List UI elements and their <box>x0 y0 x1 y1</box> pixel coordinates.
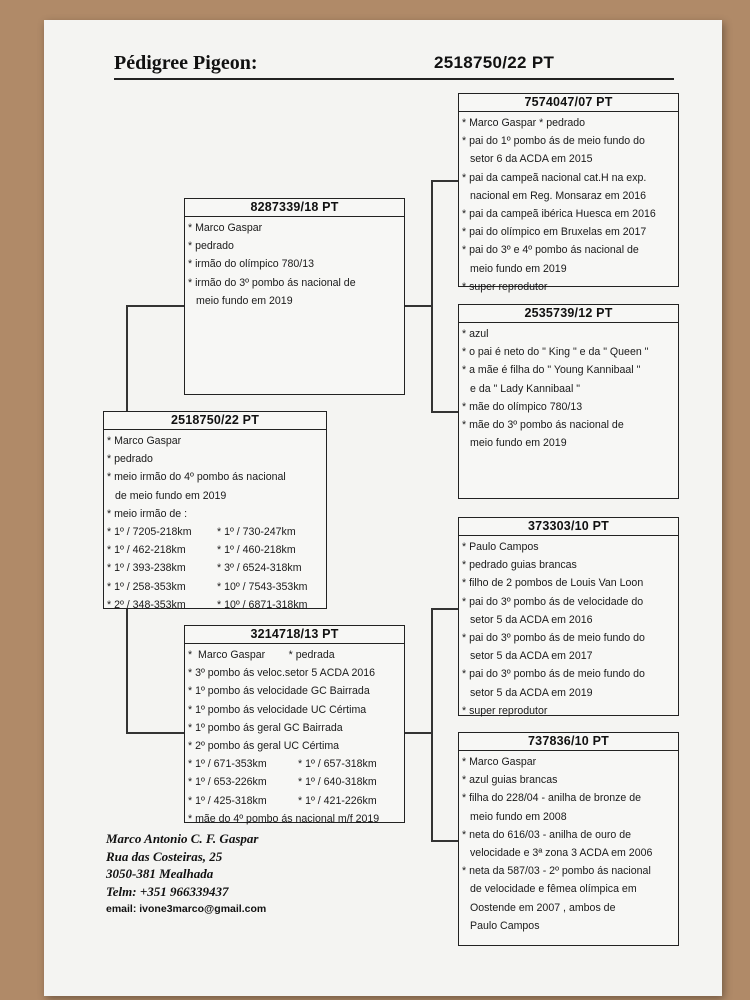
sire-sire-line: * Marco Gaspar * pedrado <box>462 117 586 129</box>
pedigree-header <box>114 50 674 80</box>
sire-dam-line: * o pai é neto do " King " e da " Queen " <box>462 346 649 359</box>
sire-sire-line: setor 6 da ACDA em 2015 <box>470 153 593 166</box>
connector-dam-vertical <box>431 608 433 841</box>
dam-dam-line: Paulo Campos <box>470 919 540 932</box>
connector-sire-stub <box>126 305 186 307</box>
sire-box <box>184 198 405 395</box>
sire-sire-line: nacional em Reg. Monsaraz em 2016 <box>470 189 647 202</box>
main-bird-result-row <box>107 596 323 614</box>
result-right: * 10º / 6871-318km <box>217 598 308 611</box>
breeder-city: 3050-381 Mealhada <box>106 866 214 881</box>
result-left: * 1º / 7205-218km <box>107 526 192 539</box>
dam-sire-box <box>458 517 679 716</box>
dam-dam-box <box>458 732 679 946</box>
sire-sire-line: * pai do olímpico em Bruxelas em 2017 <box>462 226 647 239</box>
sire-dam-box <box>458 304 679 499</box>
dam-dam-line: * azul guias brancas <box>462 774 558 787</box>
dam-dam-line: meio fundo em 2008 <box>470 810 567 823</box>
main-bird-line: * pedrado <box>107 453 153 466</box>
main-bird-result-row <box>107 541 323 559</box>
dam-line: * 1º pombo ás geral GC Bairrada <box>188 721 343 734</box>
main-bird-line: * meio irmão do 4º pombo ás nacional <box>107 471 286 484</box>
connector-sire-dam-stub <box>431 411 459 413</box>
connector-main-to-sire <box>126 305 128 413</box>
dam-sire-line: * pai do 3º pombo ás de meio fundo do <box>462 632 645 645</box>
dam-footer-line: * mãe do 4º pombo ás nacional m/f 2019 <box>188 812 380 825</box>
main-bird-line: de meio fundo em 2019 <box>115 489 227 502</box>
dam-result-row <box>188 773 401 791</box>
main-bird-line: * Marco Gaspar <box>107 435 182 447</box>
sire-line: * pedrado <box>188 240 234 253</box>
sire-line: * Marco Gaspar <box>188 222 263 234</box>
breeder-email: email: ivone3marco@gmail.com <box>106 903 267 915</box>
dam-sire-line: * pedrado guias brancas <box>462 559 577 572</box>
connector-main-to-dam <box>126 608 128 733</box>
dam-sire-ring-number: 373303/10 PT <box>459 518 678 536</box>
main-bird-result-row <box>107 559 323 577</box>
main-bird-line: * meio irmão de : <box>107 507 188 520</box>
sire-dam-line: * mãe do olímpico 780/13 <box>462 400 583 413</box>
result-right: * 1º / 421-226km <box>298 794 377 807</box>
dam-line: * 2º pombo ás geral UC Cértima <box>188 740 340 753</box>
main-bird-result-row <box>107 578 323 596</box>
dam-dam-line: * neta do 616/03 - anilha de ouro de <box>462 828 632 841</box>
sire-sire-line: * super reprodutor <box>462 280 548 293</box>
sire-sire-line: meio fundo em 2019 <box>470 262 567 275</box>
sire-dam-ring-number: 2535739/12 PT <box>459 305 678 323</box>
header-ring-number: 2518750/22 PT <box>434 53 555 72</box>
dam-dam-line: * neta da 587/03 - 2º pombo ás nacional <box>462 865 651 878</box>
connector-dam-stub <box>126 732 186 734</box>
dam-dam-ring-number: 737836/10 PT <box>459 733 678 751</box>
dam-dam-line: Oostende em 2007 , ambos de <box>470 901 616 914</box>
sire-dam-line: e da " Lady Kannibaal " <box>470 382 581 395</box>
sire-line: meio fundo em 2019 <box>196 294 293 307</box>
result-left: * 1º / 393-238km <box>107 562 186 575</box>
breeder-contact <box>106 830 266 918</box>
connector-sire-vertical <box>431 180 433 412</box>
result-left: * 1º / 462-218km <box>107 544 186 557</box>
result-right: * 1º / 730-247km <box>217 526 296 539</box>
sire-sire-line: * pai da campeã nacional cat.H na exp. <box>462 171 647 184</box>
result-right: * 1º / 640-318km <box>298 776 377 789</box>
dam-line: * 1º pombo ás velocidade GC Bairrada <box>188 685 370 698</box>
dam-sire-line: setor 5 da ACDA em 2017 <box>470 650 593 663</box>
dam-line: * 1º pombo ás velocidade UC Cértima <box>188 703 367 716</box>
breeder-street: Rua das Costeiras, 25 <box>106 848 223 864</box>
sire-dam-line: meio fundo em 2019 <box>470 437 567 450</box>
dam-line: * Marco Gaspar * pedrada <box>188 649 335 661</box>
result-left: * 1º / 258-353km <box>107 580 186 593</box>
dam-sire-line: setor 5 da ACDA em 2019 <box>470 686 593 699</box>
result-right: * 10º / 7543-353km <box>217 580 308 593</box>
dam-result-row <box>188 755 401 773</box>
connector-sire-right <box>404 305 432 307</box>
result-left: * 1º / 671-353km <box>188 758 267 771</box>
main-bird-box <box>103 411 327 609</box>
sire-dam-line: * azul <box>462 328 489 340</box>
dam-sire-line: * pai do 3º pombo ás de velocidade do <box>462 595 644 608</box>
sire-line: * irmão do 3º pombo ás nacional de <box>188 276 356 289</box>
result-left: * 2º / 348-353km <box>107 598 186 611</box>
result-right: * 3º / 6524-318km <box>217 562 302 575</box>
dam-dam-line: de velocidade e fêmea olímpica em <box>470 883 637 896</box>
result-right: * 1º / 460-218km <box>217 544 296 557</box>
dam-result-row <box>188 792 401 810</box>
dam-line: * 3º pombo ás veloc.setor 5 ACDA 2016 <box>188 667 376 680</box>
connector-dam-dam-stub <box>431 840 459 842</box>
main-bird-ring-number: 2518750/22 PT <box>104 412 326 430</box>
main-bird-result-row <box>107 523 323 541</box>
dam-dam-line: velocidade e 3ª zona 3 ACDA em 2006 <box>470 847 653 860</box>
dam-sire-line: * super reprodutor <box>462 704 548 717</box>
dam-sire-line: * pai do 3º pombo ás de meio fundo do <box>462 668 645 681</box>
result-left: * 1º / 425-318km <box>188 794 267 807</box>
dam-sire-line: * Paulo Campos <box>462 541 539 553</box>
sire-line: * irmão do olímpico 780/13 <box>188 258 315 271</box>
sire-sire-box <box>458 93 679 293</box>
connector-sire-sire-stub <box>431 180 459 182</box>
dam-dam-line: * Marco Gaspar <box>462 756 537 768</box>
dam-sire-line: * filho de 2 pombos de Louis Van Loon <box>462 577 644 590</box>
connector-dam-sire-stub <box>431 608 459 610</box>
connector-dam-right <box>404 732 432 734</box>
dam-box <box>184 625 405 823</box>
sire-dam-line: * mãe do 3º pombo ás nacional de <box>462 419 624 432</box>
dam-dam-line: * filha do 228/04 - anilha de bronze de <box>462 792 642 805</box>
dam-ring-number: 3214718/13 PT <box>185 626 404 644</box>
result-left: * 1º / 653-226km <box>188 776 267 789</box>
sire-sire-line: * pai do 1º pombo ás de meio fundo do <box>462 135 645 148</box>
sire-dam-line: * a mãe é filha do " Young Kannibaal " <box>462 364 641 377</box>
breeder-name: Marco Antonio C. F. Gaspar <box>106 831 259 846</box>
result-right: * 1º / 657-318km <box>298 758 377 771</box>
dam-sire-line: setor 5 da ACDA em 2016 <box>470 613 593 626</box>
sire-ring-number: 8287339/18 PT <box>185 199 404 217</box>
sire-sire-ring-number: 7574047/07 PT <box>459 94 678 112</box>
sire-sire-line: * pai do 3º e 4º pombo ás nacional de <box>462 244 639 257</box>
header-title: Pédigree Pigeon: <box>114 52 258 74</box>
breeder-phone: Telm: +351 966339437 <box>106 883 229 899</box>
sire-sire-line: * pai da campeã ibérica Huesca em 2016 <box>462 208 656 221</box>
